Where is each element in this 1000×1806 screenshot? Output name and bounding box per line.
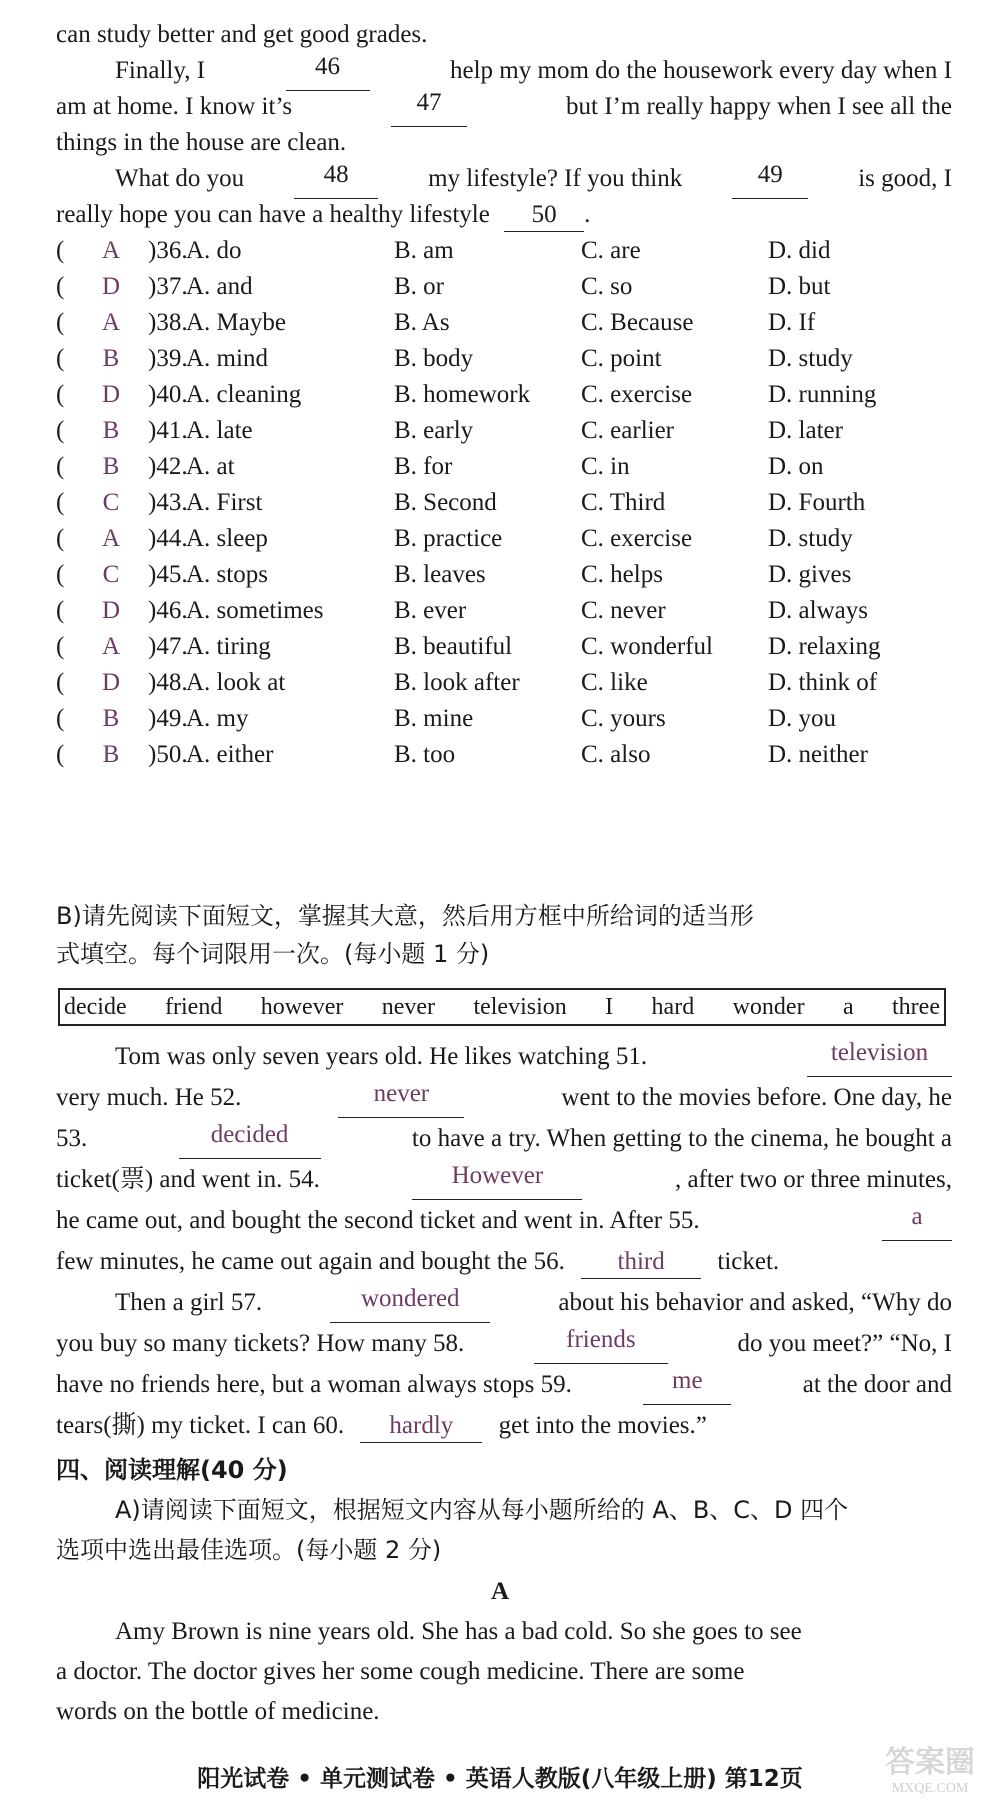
- passage-line: What do you 48 my lifestyle? If you think 49 is good, I: [115, 159, 952, 199]
- question-answer: B: [102, 453, 120, 480]
- option-c: C. helps: [581, 561, 663, 588]
- choice-question: [56, 699, 956, 739]
- question-answer: D: [101, 597, 121, 624]
- passage-line: can study better and get good grades.: [56, 21, 428, 48]
- passage-line: very much. He 52. never went to the movies before. One day, he: [56, 1078, 952, 1118]
- open-paren: (: [56, 309, 65, 336]
- choice-question: [56, 591, 956, 631]
- passage-line: few minutes, he came out again and bought the 56. third ticket.: [56, 1242, 952, 1282]
- question-answer: A: [101, 237, 121, 264]
- choice-question: [56, 519, 956, 559]
- option-c: C. wonderful: [581, 633, 713, 660]
- word-bank-item: hard: [651, 993, 695, 1020]
- option-d: D. but: [768, 273, 831, 300]
- choice-question: [56, 627, 956, 667]
- option-c: C. are: [581, 237, 641, 264]
- passage-line: 53. decided to have a try. When getting to the cinema, he bought a: [56, 1119, 952, 1159]
- open-paren: (: [56, 561, 65, 588]
- choice-question: [56, 231, 956, 271]
- passage-line: Tom was only seven years old. He likes watching 51. television: [115, 1037, 952, 1077]
- question-answer: B: [102, 417, 120, 444]
- question-answer: A: [101, 633, 121, 660]
- question-answer: C: [102, 561, 120, 588]
- answer-56: third: [581, 1246, 701, 1279]
- option-c: C. so: [581, 273, 633, 300]
- question-number: )46.: [148, 597, 188, 624]
- option-d: D. think of: [768, 669, 878, 696]
- question-number: )49.: [148, 705, 188, 732]
- option-a: A. cleaning: [186, 381, 302, 408]
- blank-50: 50: [504, 199, 584, 232]
- question-answer: B: [102, 741, 120, 768]
- question-answer: A: [101, 525, 121, 552]
- question-number: )37.: [148, 273, 188, 300]
- word-bank-item: I: [605, 993, 614, 1020]
- option-a: A. sometimes: [186, 597, 324, 624]
- choice-question: [56, 411, 956, 451]
- word-bank-item: wonder: [732, 993, 805, 1020]
- option-a: A. my: [186, 705, 249, 732]
- question-number: )39.: [148, 345, 188, 372]
- section-4-instructions: 选项中选出最佳选项。(每小题 2 分): [56, 1536, 442, 1564]
- question-answer: B: [102, 345, 120, 372]
- option-b: B. practice: [394, 525, 503, 552]
- watermark-logo: 答案圈: [885, 1745, 975, 1780]
- blank-47: 47: [391, 87, 467, 127]
- answer-57: wondered: [330, 1283, 490, 1323]
- answer-54: However: [412, 1160, 582, 1200]
- passage-heading: A: [490, 1578, 510, 1605]
- option-a: A. late: [186, 417, 253, 444]
- option-d: D. If: [768, 309, 816, 336]
- section-4-instructions: A)请阅读下面短文，根据短文内容从每小题所给的 A、B、C、D 四个: [115, 1496, 849, 1524]
- option-c: C. in: [581, 453, 630, 480]
- watermark: [870, 1745, 990, 1805]
- option-c: C. earlier: [581, 417, 675, 444]
- answer-60: hardly: [360, 1410, 482, 1443]
- question-number: )42.: [148, 453, 188, 480]
- option-c: C. Third: [581, 489, 666, 516]
- open-paren: (: [56, 453, 65, 480]
- blank-49: 49: [732, 159, 808, 199]
- option-a: A. First: [186, 489, 263, 516]
- open-paren: (: [56, 237, 65, 264]
- option-a: A. Maybe: [186, 309, 286, 336]
- choice-question: [56, 447, 956, 487]
- option-d: D. neither: [768, 741, 868, 768]
- passage-line: have no friends here, but a woman always stops 59. me at the door and: [56, 1365, 952, 1405]
- answer-53: decided: [179, 1119, 321, 1159]
- passage-line: really hope you can have a healthy lifestyle 50 .: [56, 195, 952, 235]
- open-paren: (: [56, 489, 65, 516]
- option-c: C. also: [581, 741, 651, 768]
- option-a: A. look at: [186, 669, 286, 696]
- section-title: 四、阅读理解(40 分): [56, 1456, 288, 1484]
- choice-question: [56, 663, 956, 703]
- question-number: )36.: [148, 237, 188, 264]
- option-b: B. As: [394, 309, 450, 336]
- option-b: B. early: [394, 417, 474, 444]
- question-number: )45.: [148, 561, 188, 588]
- choice-question: [56, 267, 956, 307]
- question-answer: B: [102, 705, 120, 732]
- question-number: )38.: [148, 309, 188, 336]
- option-a: A. either: [186, 741, 274, 768]
- option-c: C. exercise: [581, 381, 693, 408]
- option-b: B. for: [394, 453, 453, 480]
- answer-52: never: [338, 1078, 464, 1118]
- option-d: D. you: [768, 705, 837, 732]
- option-b: B. homework: [394, 381, 531, 408]
- option-c: C. yours: [581, 705, 666, 732]
- choice-question: [56, 303, 956, 343]
- option-b: B. mine: [394, 705, 474, 732]
- option-d: D. on: [768, 453, 824, 480]
- section-b-instructions: 式填空。每个词限用一次。(每小题 1 分): [56, 940, 490, 968]
- passage-line: Then a girl 57. wondered about his behavior and asked, “Why do: [115, 1283, 952, 1323]
- option-d: D. study: [768, 345, 853, 372]
- passage-line: Amy Brown is nine years old. She has a bad cold. So she goes to see: [115, 1618, 802, 1645]
- answer-58: friends: [534, 1324, 668, 1364]
- section-b-instructions: B)请先阅读下面短文，掌握其大意，然后用方框中所给词的适当形: [56, 902, 754, 930]
- question-number: )44.: [148, 525, 188, 552]
- open-paren: (: [56, 381, 65, 408]
- open-paren: (: [56, 273, 65, 300]
- option-c: C. like: [581, 669, 648, 696]
- passage-line: he came out, and bought the second ticket and went in. After 55. a: [56, 1201, 952, 1241]
- option-c: C. Because: [581, 309, 694, 336]
- option-a: A. do: [186, 237, 242, 264]
- question-answer: D: [101, 669, 121, 696]
- option-d: D. running: [768, 381, 877, 408]
- question-number: )47.: [148, 633, 188, 660]
- option-b: B. beautiful: [394, 633, 513, 660]
- passage-line: things in the house are clean.: [56, 129, 347, 156]
- question-number: )41.: [148, 417, 188, 444]
- word-bank-item: a: [842, 993, 854, 1020]
- option-d: D. Fourth: [768, 489, 866, 516]
- option-c: C. point: [581, 345, 662, 372]
- question-number: )43.: [148, 489, 188, 516]
- open-paren: (: [56, 525, 65, 552]
- option-b: B. body: [394, 345, 474, 372]
- question-answer: A: [101, 309, 121, 336]
- option-b: B. too: [394, 741, 456, 768]
- word-bank-item: decide: [64, 993, 127, 1020]
- watermark-url: MXQE.COM: [891, 1781, 969, 1796]
- word-bank-box: [58, 988, 946, 1026]
- question-answer: C: [102, 489, 120, 516]
- open-paren: (: [56, 597, 65, 624]
- open-paren: (: [56, 705, 65, 732]
- passage-line: Finally, I 46 help my mom do the housework every day when I: [115, 51, 952, 91]
- option-a: A. at: [186, 453, 235, 480]
- option-a: A. sleep: [186, 525, 268, 552]
- passage-line: tears(撕) my ticket. I can 60. hardly get into the movies.”: [56, 1406, 952, 1446]
- open-paren: (: [56, 417, 65, 444]
- open-paren: (: [56, 741, 65, 768]
- open-paren: (: [56, 633, 65, 660]
- option-a: A. mind: [186, 345, 268, 372]
- option-d: D. later: [768, 417, 843, 444]
- passage-line: you buy so many tickets? How many 58. friends do you meet?” “No, I: [56, 1324, 952, 1364]
- option-d: D. relaxing: [768, 633, 881, 660]
- choice-question: [56, 339, 956, 379]
- word-bank-item: television: [473, 993, 567, 1020]
- word-bank-item: friend: [165, 993, 223, 1020]
- option-d: D. study: [768, 525, 853, 552]
- choice-question: [56, 483, 956, 523]
- open-paren: (: [56, 669, 65, 696]
- option-b: B. look after: [394, 669, 520, 696]
- choice-question: [56, 375, 956, 415]
- word-bank-item: however: [260, 993, 344, 1020]
- option-a: A. stops: [186, 561, 268, 588]
- answer-51: television: [807, 1037, 952, 1077]
- passage-line: words on the bottle of medicine.: [56, 1698, 380, 1725]
- open-paren: (: [56, 345, 65, 372]
- option-d: D. did: [768, 237, 831, 264]
- option-b: B. Second: [394, 489, 497, 516]
- option-c: C. exercise: [581, 525, 693, 552]
- question-answer: D: [101, 381, 121, 408]
- question-answer: D: [101, 273, 121, 300]
- question-number: )40.: [148, 381, 188, 408]
- word-bank-item: three: [892, 993, 940, 1020]
- option-c: C. never: [581, 597, 666, 624]
- passage-line: ticket(票) and went in. 54. However , after two or three minutes,: [56, 1160, 952, 1200]
- answer-59: me: [643, 1365, 731, 1405]
- question-number: )50.: [148, 741, 188, 768]
- blank-46: 46: [286, 51, 370, 91]
- passage-line: am at home. I know it’s 47 but I’m really happy when I see all the: [56, 87, 952, 127]
- answer-55: a: [882, 1201, 952, 1241]
- option-a: A. tiring: [186, 633, 271, 660]
- option-b: B. leaves: [394, 561, 486, 588]
- option-b: B. or: [394, 273, 444, 300]
- choice-question: [56, 555, 956, 595]
- choice-question: [56, 735, 956, 775]
- option-b: B. am: [394, 237, 454, 264]
- question-number: )48.: [148, 669, 188, 696]
- page-footer: 阳光试卷 • 单元测试卷 • 英语人教版(八年级上册) 第12页: [197, 1766, 803, 1792]
- passage-line: a doctor. The doctor gives her some cough medicine. There are some: [56, 1658, 745, 1685]
- word-bank-item: never: [381, 993, 436, 1020]
- blank-48: 48: [294, 159, 378, 199]
- option-d: D. gives: [768, 561, 852, 588]
- option-d: D. always: [768, 597, 868, 624]
- option-a: A. and: [186, 273, 253, 300]
- option-b: B. ever: [394, 597, 467, 624]
